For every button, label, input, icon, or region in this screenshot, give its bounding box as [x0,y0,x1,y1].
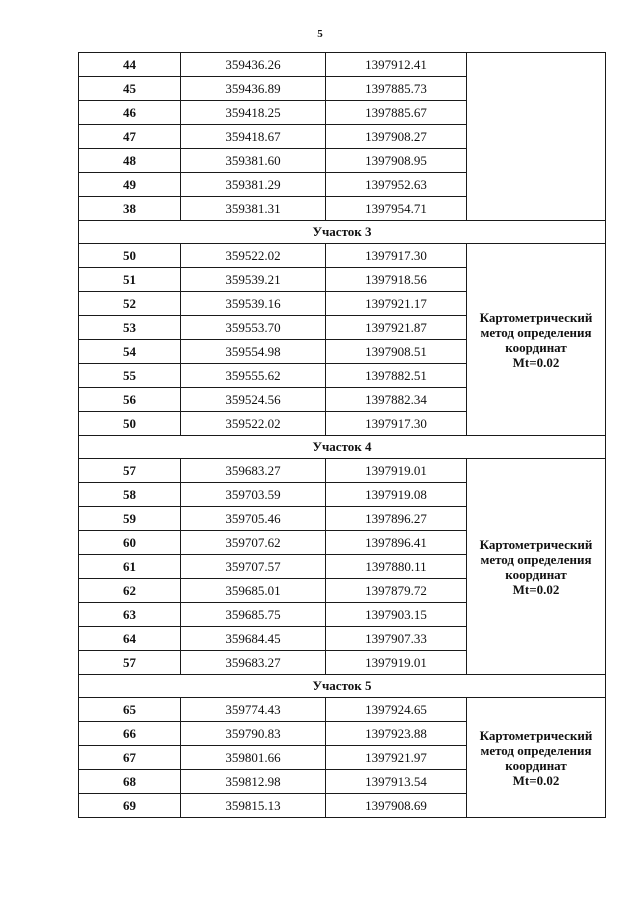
point-number-cell: 57 [79,651,181,675]
method-note-line: метод определения [480,324,592,340]
method-note-line: метод определения [480,742,592,758]
y-coordinate-cell: 1397885.67 [326,101,467,125]
point-number-cell: 50 [79,412,181,436]
point-number-cell: 64 [79,627,181,651]
x-coordinate-cell: 359554.98 [181,340,326,364]
y-coordinate-cell: 1397923.88 [326,722,467,746]
method-note-line: Картометрический [479,309,593,325]
y-coordinate-cell: 1397921.97 [326,746,467,770]
y-coordinate-cell: 1397921.87 [326,316,467,340]
page-number: 5 [317,28,323,40]
point-number-cell: 57 [79,459,181,483]
point-number-cell: 52 [79,292,181,316]
section-header-row [79,436,606,459]
section-header-row [79,221,606,244]
y-coordinate-cell: 1397919.01 [326,459,467,483]
x-coordinate-cell: 359539.16 [181,292,326,316]
x-coordinate-cell: 359812.98 [181,770,326,794]
y-coordinate-cell: 1397917.30 [326,244,467,268]
y-coordinate-cell: 1397954.71 [326,197,467,221]
x-coordinate-cell: 359790.83 [181,722,326,746]
method-note-line: Картометрический [479,727,593,743]
coordinates-table [78,52,606,818]
y-coordinate-cell: 1397918.56 [326,268,467,292]
point-number-cell: 65 [79,698,181,722]
section-title: Участок 3 [79,221,606,244]
point-number-cell: 51 [79,268,181,292]
section-header-row [79,675,606,698]
y-coordinate-cell: 1397908.27 [326,125,467,149]
x-coordinate-cell: 359685.01 [181,579,326,603]
point-number-cell: 55 [79,364,181,388]
method-note-cell [467,459,606,675]
x-coordinate-cell: 359555.62 [181,364,326,388]
x-coordinate-cell: 359524.56 [181,388,326,412]
x-coordinate-cell: 359539.21 [181,268,326,292]
table-row [79,698,606,722]
point-number-cell: 50 [79,244,181,268]
point-number-cell: 47 [79,125,181,149]
x-coordinate-cell: 359815.13 [181,794,326,818]
point-number-cell: 53 [79,316,181,340]
x-coordinate-cell: 359683.27 [181,651,326,675]
y-coordinate-cell: 1397908.69 [326,794,467,818]
point-number-cell: 54 [79,340,181,364]
x-coordinate-cell: 359685.75 [181,603,326,627]
table-row [79,244,606,268]
x-coordinate-cell: 359381.60 [181,149,326,173]
table-row [79,459,606,483]
point-number-cell: 38 [79,197,181,221]
method-note-cell [467,244,606,436]
x-coordinate-cell: 359553.70 [181,316,326,340]
method-note-line: Mt=0.02 [512,581,560,597]
point-number-cell: 45 [79,77,181,101]
point-number-cell: 67 [79,746,181,770]
y-coordinate-cell: 1397908.51 [326,340,467,364]
point-number-cell: 62 [79,579,181,603]
point-number-cell: 61 [79,555,181,579]
y-coordinate-cell: 1397882.34 [326,388,467,412]
x-coordinate-cell: 359774.43 [181,698,326,722]
x-coordinate-cell: 359707.57 [181,555,326,579]
method-note-line: Mt=0.02 [512,354,560,370]
method-note-cell [467,698,606,818]
point-number-cell: 68 [79,770,181,794]
x-coordinate-cell: 359381.29 [181,173,326,197]
method-note-line: координат [505,566,567,582]
y-coordinate-cell: 1397880.11 [326,555,467,579]
x-coordinate-cell: 359381.31 [181,197,326,221]
point-number-cell: 60 [79,531,181,555]
x-coordinate-cell: 359683.27 [181,459,326,483]
point-number-cell: 49 [79,173,181,197]
section-title: Участок 4 [79,436,606,459]
method-note-line: Mt=0.02 [512,772,560,788]
y-coordinate-cell: 1397885.73 [326,77,467,101]
x-coordinate-cell: 359418.25 [181,101,326,125]
point-number-cell: 59 [79,507,181,531]
point-number-cell: 56 [79,388,181,412]
point-number-cell: 66 [79,722,181,746]
point-number-cell: 63 [79,603,181,627]
y-coordinate-cell: 1397912.41 [326,53,467,77]
method-note-line: координат [505,757,567,773]
point-number-cell: 44 [79,53,181,77]
y-coordinate-cell: 1397907.33 [326,627,467,651]
x-coordinate-cell: 359522.02 [181,412,326,436]
point-number-cell: 46 [79,101,181,125]
coordinates-table-body [79,53,606,818]
y-coordinate-cell: 1397903.15 [326,603,467,627]
point-number-cell: 48 [79,149,181,173]
y-coordinate-cell: 1397919.01 [326,651,467,675]
x-coordinate-cell: 359436.89 [181,77,326,101]
point-number-cell: 58 [79,483,181,507]
x-coordinate-cell: 359801.66 [181,746,326,770]
y-coordinate-cell: 1397896.27 [326,507,467,531]
table-row [79,53,606,77]
y-coordinate-cell: 1397879.72 [326,579,467,603]
x-coordinate-cell: 359522.02 [181,244,326,268]
x-coordinate-cell: 359707.62 [181,531,326,555]
y-coordinate-cell: 1397913.54 [326,770,467,794]
x-coordinate-cell: 359705.46 [181,507,326,531]
section-title: Участок 5 [79,675,606,698]
y-coordinate-cell: 1397924.65 [326,698,467,722]
y-coordinate-cell: 1397882.51 [326,364,467,388]
x-coordinate-cell: 359703.59 [181,483,326,507]
y-coordinate-cell: 1397908.95 [326,149,467,173]
y-coordinate-cell: 1397919.08 [326,483,467,507]
method-note-line: координат [505,339,567,355]
x-coordinate-cell: 359418.67 [181,125,326,149]
y-coordinate-cell: 1397917.30 [326,412,467,436]
empty-note-cell [467,53,606,221]
x-coordinate-cell: 359436.26 [181,53,326,77]
point-number-cell: 69 [79,794,181,818]
y-coordinate-cell: 1397952.63 [326,173,467,197]
y-coordinate-cell: 1397921.17 [326,292,467,316]
method-note-line: Картометрический [479,536,593,552]
method-note-line: метод определения [480,551,592,567]
y-coordinate-cell: 1397896.41 [326,531,467,555]
x-coordinate-cell: 359684.45 [181,627,326,651]
